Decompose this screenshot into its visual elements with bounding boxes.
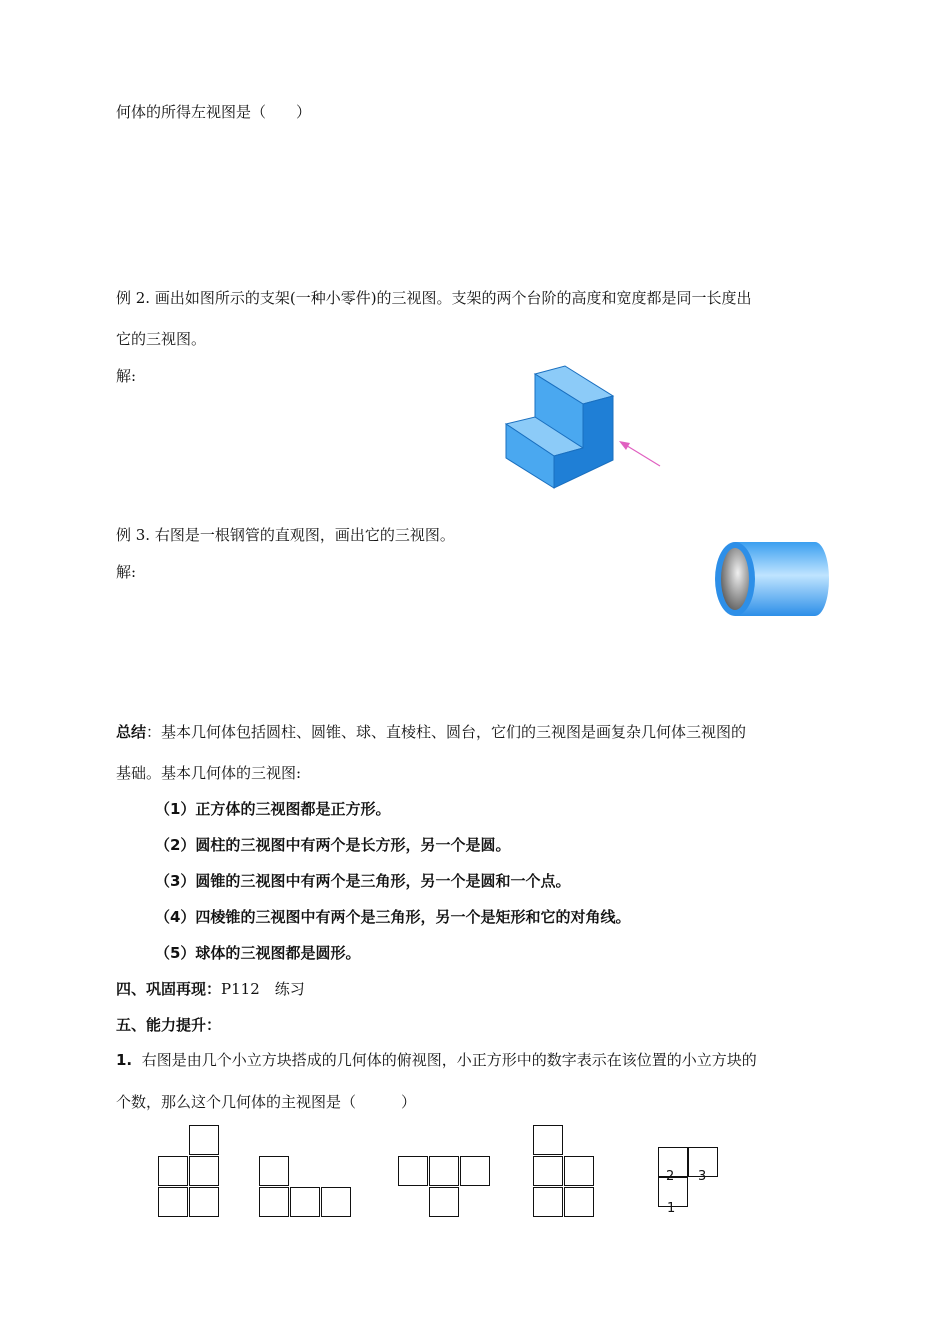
bracket-figure (500, 362, 670, 494)
grid-square (290, 1187, 320, 1217)
solution-label: 解: (116, 367, 137, 385)
section-5-heading: 五、能力提升： (116, 1016, 222, 1034)
question-1-line-1 (116, 1050, 757, 1070)
steel-pipe-figure (705, 535, 840, 625)
top-view-number: 3 (698, 1169, 707, 1184)
grid-square (158, 1187, 188, 1217)
grid-square (158, 1156, 188, 1186)
example-2-line-1: 例 2. 画出如图所示的支架(一种小零件)的三视图。支架的两个台阶的高度和宽度都是同一长度出 (116, 289, 752, 307)
view-direction-arrow (624, 444, 660, 466)
grid-square (564, 1156, 594, 1186)
grid-square (398, 1156, 428, 1186)
solution-label: 解: (116, 563, 137, 581)
grid-square (564, 1187, 594, 1217)
question-number: 1. (116, 1051, 133, 1069)
example-2-line-2: 它的三视图。 (116, 330, 207, 348)
top-view-number: 2 (666, 1169, 675, 1184)
summary-point-5: （5）球体的三视图都是圆形。 (155, 944, 361, 962)
summary-point-4: （4）四棱锥的三视图中有两个是三角形，另一个是矩形和它的对角线。 (155, 908, 631, 926)
summary-line-1 (116, 722, 746, 742)
grid-square (189, 1125, 219, 1155)
grid-square (429, 1187, 459, 1217)
grid-square (259, 1187, 289, 1217)
summary-point-1: （1）正方体的三视图都是正方形。 (155, 800, 391, 818)
question-text: 右图是由几个小立方块搭成的几何体的俯视图，小正方形中的数字表示在该位置的小立方块的 (141, 1051, 757, 1069)
summary-point-3: （3）圆锥的三视图中有两个是三角形，另一个是圆和一个点。 (155, 872, 571, 890)
grid-square (533, 1156, 563, 1186)
top-view-number: 1 (667, 1201, 676, 1216)
question-1-line-2: 个数，那么这个几何体的主视图是（ ） (116, 1093, 417, 1111)
grid-square (259, 1156, 289, 1186)
arrow-head-icon (619, 441, 630, 450)
summary-text: ：基本几何体包括圆柱、圆锥、球、直棱柱、圆台，它们的三视图是画复杂几何体三视图的 (146, 723, 747, 741)
summary-point-2: （2）圆柱的三视图中有两个是长方形，另一个是圆。 (155, 836, 511, 854)
section-4-label: 四、巩固再现： (116, 980, 222, 998)
grid-square (533, 1125, 563, 1155)
summary-line-2: 基础。基本几何体的三视图: (116, 764, 302, 782)
grid-square (321, 1187, 351, 1217)
section-4-heading (116, 979, 305, 999)
summary-label: 总结 (116, 723, 147, 741)
section-4-text: P112 练习 (221, 980, 305, 998)
grid-square (429, 1156, 459, 1186)
grid-square (189, 1156, 219, 1186)
grid-square (460, 1156, 490, 1186)
grid-square (189, 1187, 219, 1217)
pipe-hole (721, 548, 749, 610)
example-3-line: 例 3. 右图是一根钢管的直观图，画出它的三视图。 (116, 526, 455, 544)
grid-square (533, 1187, 563, 1217)
text-line: 何体的所得左视图是（ ） (116, 103, 312, 121)
